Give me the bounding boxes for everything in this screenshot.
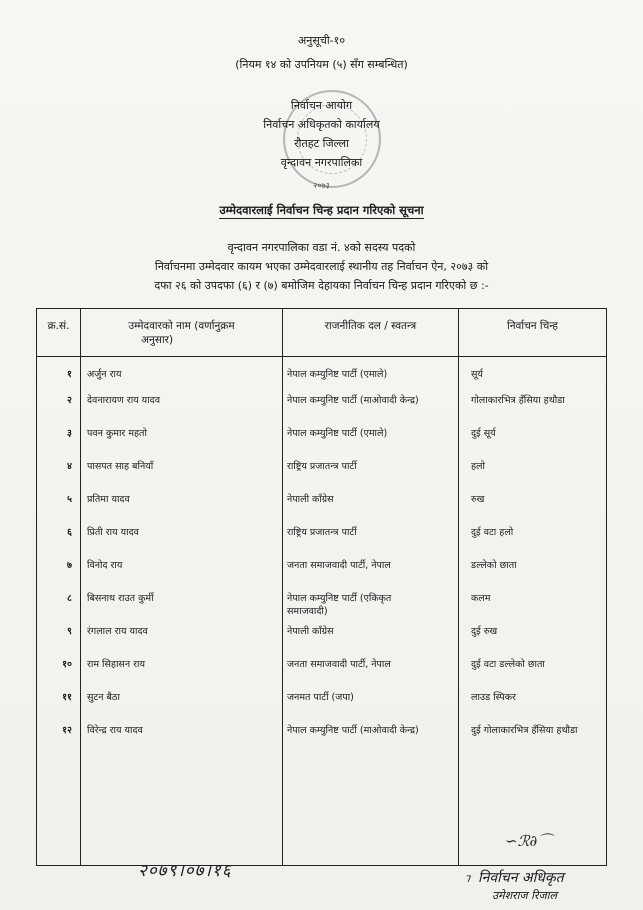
cell-symbol: हलो (459, 459, 607, 492)
cell-sn: १० (37, 657, 81, 690)
party-line-1: नेपाल कम्युनिष्ट पार्टी (माओवादी केन्द्र) (287, 725, 419, 736)
cell-symbol: डल्लेको छाता (459, 558, 607, 591)
table-row (37, 591, 607, 624)
table-row (37, 690, 607, 723)
party-line-1: नेपाल कम्युनिष्ट पार्टी (एमाले) (287, 428, 388, 439)
cell-name: विरेन्द्र राय यादव (81, 723, 283, 756)
cell-symbol: दुई गोलाकारभित्र हँसिया हथौडा (459, 723, 607, 756)
cell-name: अर्जुन राय (81, 357, 283, 394)
party-line-1: नेपाली काँग्रेस (287, 494, 334, 505)
cell-sn: ३ (37, 426, 81, 459)
cell-sn: ८ (37, 591, 81, 624)
cell-party (283, 690, 459, 723)
party-line-1: राष्ट्रिय प्रजातन्त्र पार्टी (287, 461, 357, 472)
table-row (37, 393, 607, 426)
cell-name: पासपत साह बनियाँ (81, 459, 283, 492)
cell-name: राम सिहासन राय (81, 657, 283, 690)
cell-symbol: दुई रुख (459, 624, 607, 657)
cell-party (283, 459, 459, 492)
party-line-1: जनता समाजवादी पार्टी, नेपाल (287, 659, 391, 670)
header-party: राजनीतिक दल / स्वतन्त्र (283, 309, 459, 357)
header-sn: क्र.सं. (37, 309, 81, 357)
handwritten-date: २०७९।०७।१६ (138, 861, 232, 881)
table-header-row (37, 309, 607, 357)
cell-name: बिसनाथ राउत कुर्मी (81, 591, 283, 624)
signature-scribble: ∽ℛ∂⌒ (505, 832, 553, 850)
table-row (37, 624, 607, 657)
cell-party (283, 525, 459, 558)
cell-symbol: दुई वटा हलो (459, 525, 607, 558)
table-row (37, 357, 607, 394)
intro-line-1: वृन्दावन नगरपालिका वडा नं. ४को सदस्य पदको (227, 241, 416, 254)
header-symbol: निर्वाचन चिन्ह (459, 309, 607, 357)
cell-sn: ६ (37, 525, 81, 558)
cell-sn: ९ (37, 624, 81, 657)
empty-cell (283, 756, 459, 866)
cell-name: प्रिती राय यादव (81, 525, 283, 558)
cell-symbol: रुख (459, 492, 607, 525)
party-line-2: समाजवादी) (287, 606, 328, 617)
table-row (37, 657, 607, 690)
party-line-1: नेपाली काँग्रेस (287, 626, 334, 637)
cell-name: रंगलाल राय यादव (81, 624, 283, 657)
table-row (37, 426, 607, 459)
cell-party (283, 657, 459, 690)
cell-sn: १ (37, 357, 81, 394)
empty-cell (37, 756, 81, 866)
empty-cell (81, 756, 283, 866)
intro-line-2: निर्वाचनमा उम्मेदवार कायम भएका उम्मेदवारलाई स्थानीय तह निर्वाचन ऐन, २०७३ को (154, 260, 489, 273)
table-row (37, 558, 607, 591)
party-line-1: नेपाल कम्युनिष्ट पार्टी (माओवादी केन्द्र) (287, 395, 419, 406)
cell-sn: ७ (37, 558, 81, 591)
party-line-1: जनमत पार्टी (जपा) (287, 692, 354, 703)
cell-name: सुटन बैठा (81, 690, 283, 723)
cell-party (283, 492, 459, 525)
candidate-table (36, 308, 607, 866)
table-row (37, 459, 607, 492)
cell-name: विनोद राय (81, 558, 283, 591)
intro-line-3: दफा २६ को उपदफा (६) र (७) बमोजिम देहायका निर्वाचन चिन्ह प्रदान गरिएको छ :- (154, 279, 489, 292)
cell-sn: ११ (37, 690, 81, 723)
cell-party (283, 558, 459, 591)
rule-reference: (नियम १४ को उपनियम (५) सँग सम्बन्धित) (235, 58, 408, 71)
cell-symbol: दुई वटा डल्लेको छाता (459, 657, 607, 690)
office-line-district: रौतहट जिल्ला (294, 137, 349, 150)
cell-sn: ४ (37, 459, 81, 492)
notice-title: उम्मेदवारलाई निर्वाचन चिन्ह प्रदान गरिएको सूचना (219, 203, 424, 217)
party-line-1: जनता समाजवादी पार्टी, नेपाल (287, 560, 391, 571)
party-line-1: नेपाल कम्युनिष्ट पार्टी (एमाले) (287, 369, 388, 380)
cell-sn: २ (37, 393, 81, 426)
header-name-line2: अनुसार) (141, 334, 174, 346)
cell-symbol: सूर्य (459, 357, 607, 394)
cell-party (283, 723, 459, 756)
cell-symbol: दुई सूर्य (459, 426, 607, 459)
cell-party (283, 393, 459, 426)
table-row (37, 723, 607, 756)
party-line-1: राष्ट्रिय प्रजातन्त्र पार्टी (287, 527, 357, 538)
header-name-line1: उम्मेदवारको नाम (वर्णानुक्रम (128, 320, 235, 332)
cell-name: पवन कुमार महतो (81, 426, 283, 459)
page-mark: 7 (466, 875, 472, 885)
cell-sn: १२ (37, 723, 81, 756)
signature-title: निर्वाचन अधिकृत (478, 870, 564, 886)
signature-name: उमेशराज रिजाल (492, 889, 557, 902)
cell-party (283, 624, 459, 657)
office-line-municipality: वृन्दावन नगरपालिका (280, 156, 363, 169)
office-line-commission: निर्वाचन आयोग (290, 99, 353, 112)
party-line-1: नेपाल कम्युनिष्ट पार्टी (एकिकृत (287, 593, 392, 604)
seal-year: २०७३ (313, 181, 330, 190)
office-line-officer: निर्वाचन अधिकृतको कार्यालय (263, 118, 380, 131)
cell-party (283, 357, 459, 394)
cell-symbol: कलम (459, 591, 607, 624)
cell-name: देवनारायण राय यादव (81, 393, 283, 426)
cell-name: प्रतिमा यादव (81, 492, 283, 525)
cell-sn: ५ (37, 492, 81, 525)
cell-party (283, 426, 459, 459)
header-name (81, 309, 283, 357)
table-row (37, 492, 607, 525)
table-row (37, 525, 607, 558)
cell-symbol: लाउड स्पिकर (459, 690, 607, 723)
cell-party (283, 591, 459, 624)
schedule-heading: अनुसूची-१० (297, 34, 346, 47)
cell-symbol: गोलाकारभित्र हँसिया हथौडा (459, 393, 607, 426)
